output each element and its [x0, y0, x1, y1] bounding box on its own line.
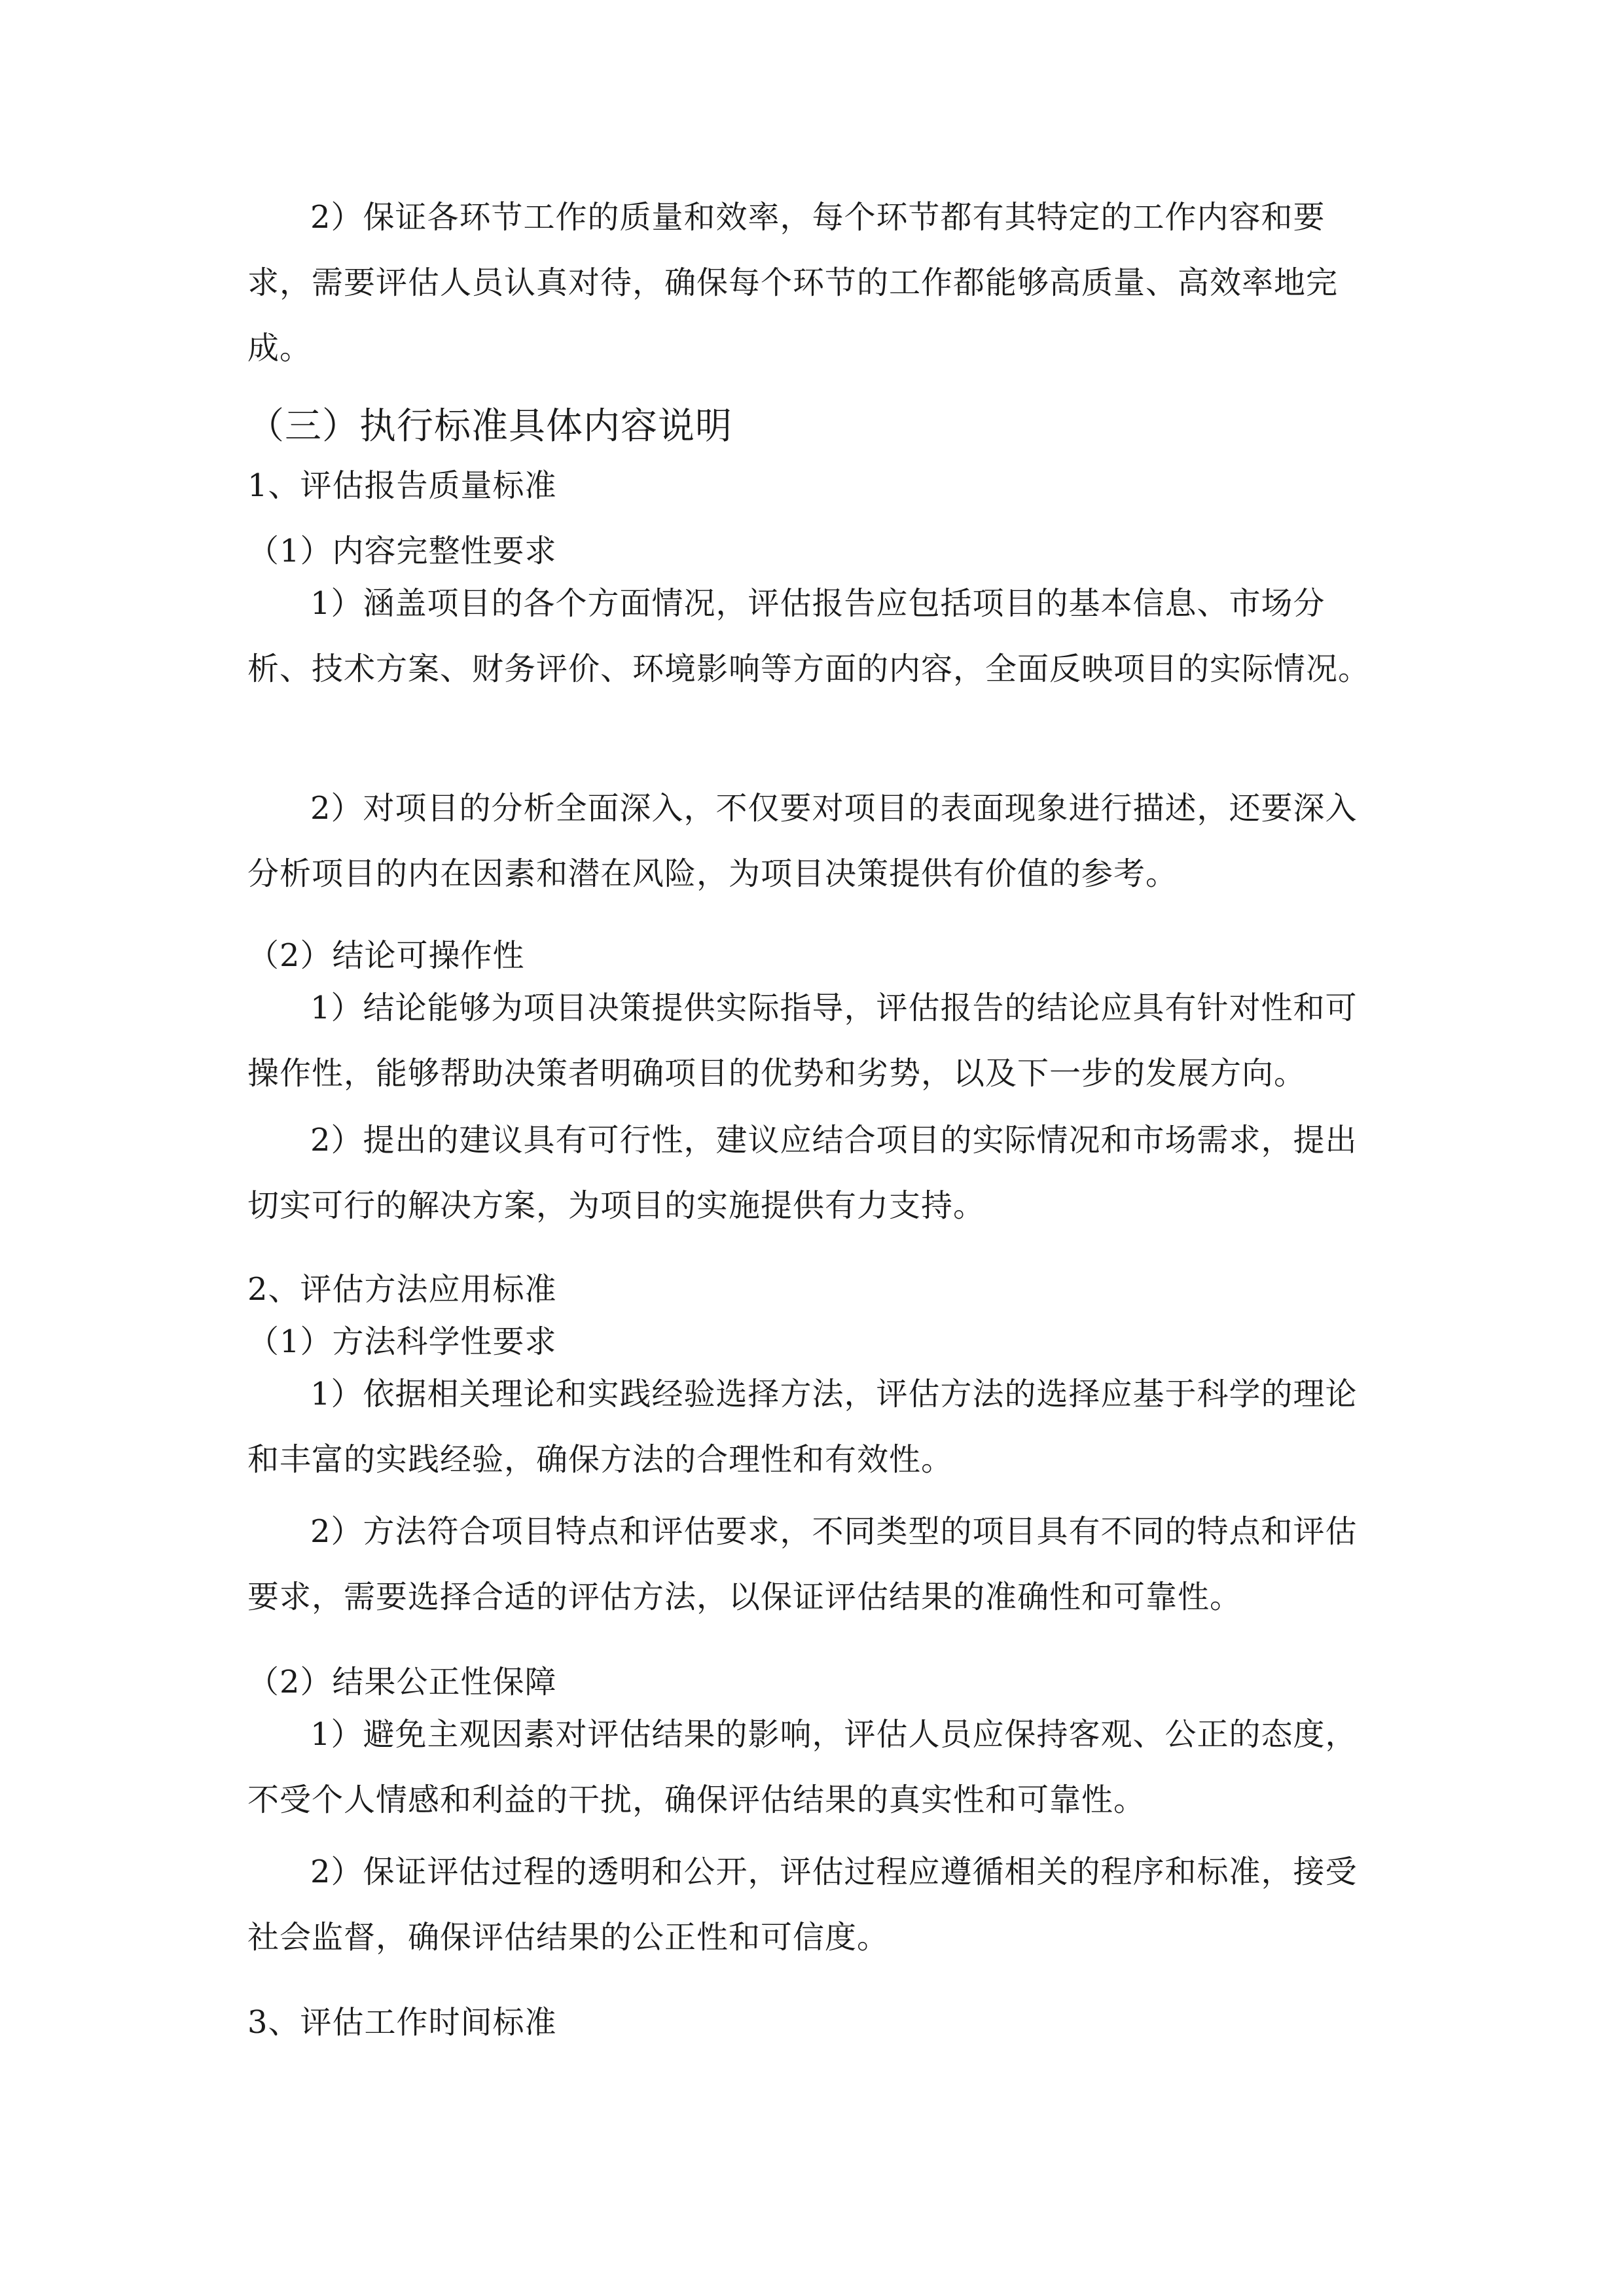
- paragraph-feasible-suggestions: 2）提出的建议具有可行性，建议应结合项目的实际情况和市场需求，提出切实可行的解决方案，为项目的实施提供有力支持。: [247, 1122, 1358, 1224]
- paragraph-cover-all-aspects: 1）涵盖项目的各个方面情况，评估报告应包括项目的基本信息、市场分析、技术方案、财务评价、环境影响等方面的内容，全面反映项目的实际情况。: [247, 585, 1371, 687]
- paragraph-method-fit-project: 2）方法符合项目特点和评估要求，不同类型的项目具有不同的特点和评估要求，需要选择合适的评估方法，以保证评估结果的准确性和可靠性。: [247, 1513, 1358, 1615]
- subheading-method-scientific: （1）方法科学性要求: [247, 1323, 557, 1360]
- heading-work-time-standard: 3、评估工作时间标准: [247, 2004, 557, 2041]
- subheading-result-fairness: （2）结果公正性保障: [247, 1664, 557, 1700]
- paragraph-conclusion-guidance: 1）结论能够为项目决策提供实际指导，评估报告的结论应具有针对性和可操作性，能够帮助决策者明确项目的优势和劣势，以及下一步的发展方向。: [247, 990, 1358, 1092]
- heading-report-quality-standard: 1、评估报告质量标准: [247, 467, 557, 504]
- subheading-content-completeness: （1）内容完整性要求: [247, 533, 557, 569]
- paragraph-comprehensive-analysis: 2）对项目的分析全面深入，不仅要对项目的表面现象进行描述，还要深入分析项目的内在因素和潜在风险，为项目决策提供有价值的参考。: [247, 790, 1358, 892]
- section-title-execution-standards: （三）执行标准具体内容说明: [247, 405, 732, 448]
- paragraph-avoid-subjectivity: 1）避免主观因素对评估结果的影响，评估人员应保持客观、公正的态度，不受个人情感和利益的干扰，确保评估结果的真实性和可靠性。: [247, 1716, 1358, 1818]
- subheading-conclusion-operability: （2）结论可操作性: [247, 937, 525, 974]
- paragraph-process-transparency: 2）保证评估过程的透明和公开，评估过程应遵循相关的程序和标准，接受社会监督，确保评估结果的公正性和可信度。: [247, 1854, 1358, 1956]
- heading-method-application-standard: 2、评估方法应用标准: [247, 1271, 557, 1308]
- paragraph-quality-efficiency: 2）保证各环节工作的质量和效率，每个环节都有其特定的工作内容和要求，需要评估人员认真对待，确保每个环节的工作都能够高质量、高效率地完成。: [247, 199, 1339, 367]
- paragraph-method-selection-basis: 1）依据相关理论和实践经验选择方法，评估方法的选择应基于科学的理论和丰富的实践经验，确保方法的合理性和有效性。: [247, 1376, 1358, 1478]
